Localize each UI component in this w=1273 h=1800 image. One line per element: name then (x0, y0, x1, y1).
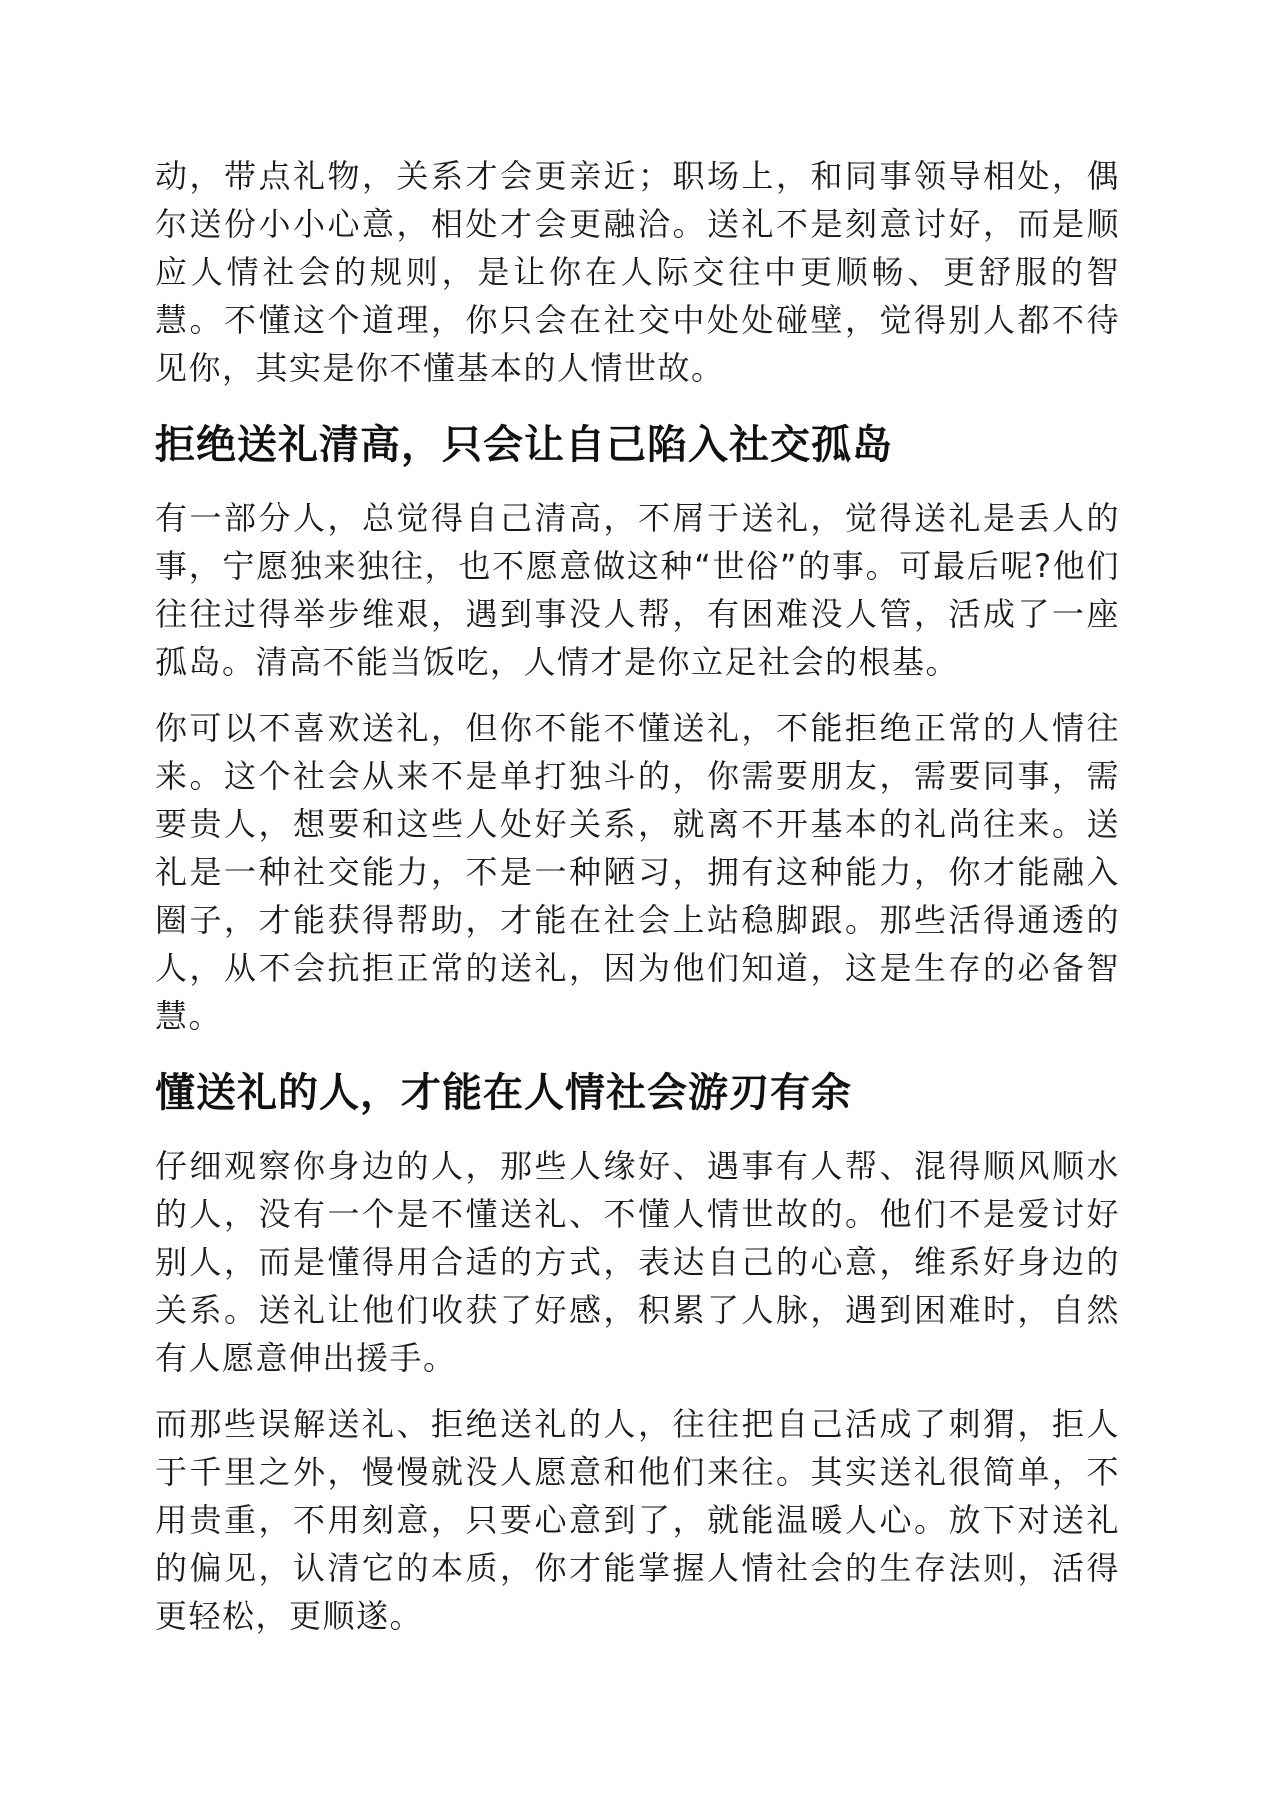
section-heading-2: 懂送礼的人，才能在人情社会游刃有余 (155, 1070, 852, 1116)
section-heading-1: 拒绝送礼清高，只会让自己陷入社交孤岛 (155, 422, 893, 468)
paragraph-2: 有一部分人，总觉得自己清高，不屑于送礼，觉得送礼是丢人的事，宁愿独来独往，也不愿意做这种“世俗”的事。可最后呢?他们往往过得举步维艰，遇到事没人帮，有困难没人管，活成了一座孤岛。清高不能当饭吃，人情才是你立足社会的根基。 (155, 499, 1120, 681)
paragraph-5: 而那些误解送礼、拒绝送礼的人，往往把自己活成了刺猬，拒人于千里之外，慢慢就没人愿意和他们来往。其实送礼很简单，不用贵重，不用刻意，只要心意到了，就能温暖人心。放下对送礼的偏见，认清它的本质，你才能掌握人情社会的生存法则，活得更轻松，更顺遂。 (155, 1405, 1120, 1635)
document-page (155, 152, 1120, 1658)
paragraph-1: 动，带点礼物，关系才会更亲近；职场上，和同事领导相处，偶尔送份小小心意，相处才会更融洽。送礼不是刻意讨好，而是顺应人情社会的规则，是让你在人际交往中更顺畅、更舒服的智慧。不懂这个道理，你只会在社交中处处碰壁，觉得别人都不待见你，其实是你不懂基本的人情世故。 (155, 157, 1120, 387)
paragraph-4: 仔细观察你身边的人，那些人缘好、遇事有人帮、混得顺风顺水的人，没有一个是不懂送礼、不懂人情世故的。他们不是爱讨好别人，而是懂得用合适的方式，表达自己的心意，维系好身边的关系。送礼让他们收获了好感，积累了人脉，遇到困难时，自然有人愿意伸出援手。 (155, 1147, 1120, 1377)
paragraph-3: 你可以不喜欢送礼，但你不能不懂送礼，不能拒绝正常的人情往来。这个社会从来不是单打独斗的，你需要朋友，需要同事，需要贵人，想要和这些人处好关系，就离不开基本的礼尚往来。送礼是一种社交能力，不是一种陋习，拥有这种能力，你才能融入圈子，才能获得帮助，才能在社会上站稳脚跟。那些活得通透的人，从不会抗拒正常的送礼，因为他们知道，这是生存的必备智慧。 (155, 709, 1120, 1035)
